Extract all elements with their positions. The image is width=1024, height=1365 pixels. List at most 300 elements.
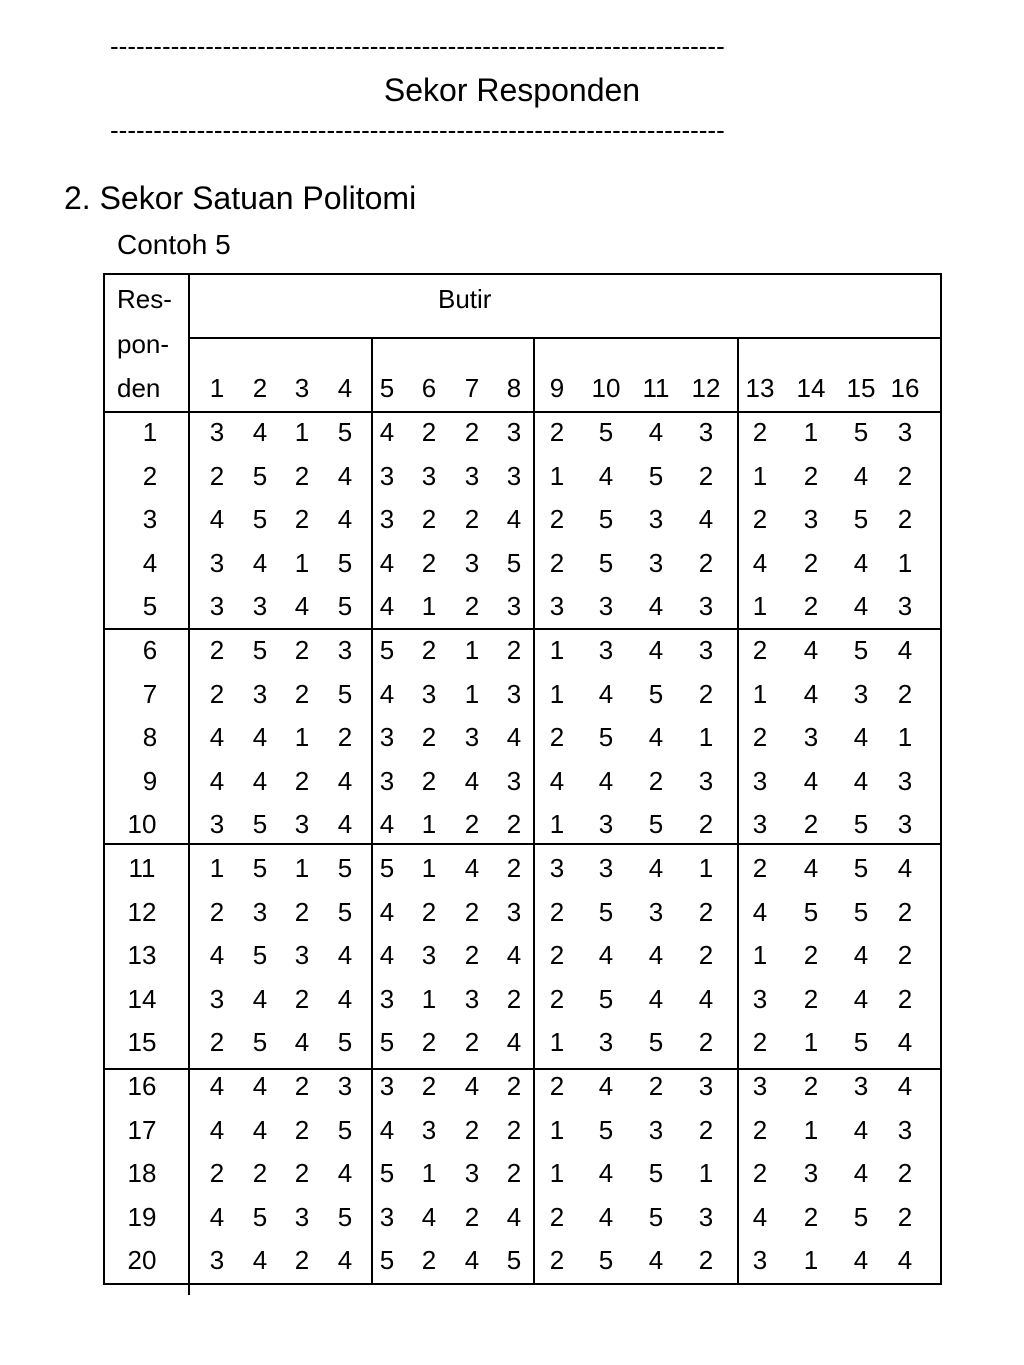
score-cell: 5 [853,635,869,665]
score-cell: 3 [698,591,714,622]
score-cell: 2 [698,460,714,491]
score-cell: 2 [464,1201,480,1232]
score-cell: 2 [421,417,437,447]
score-cell: 2 [549,940,565,971]
respondent-id: 5 [142,591,158,622]
score-cell: 2 [698,1027,714,1058]
score-cell: 2 [752,1114,768,1145]
score-cell: 4 [648,417,664,447]
score-cell: 4 [209,1114,225,1145]
score-cell: 2 [752,853,768,883]
score-cell: 3 [252,896,268,927]
column-header-12: 12 [691,373,721,403]
score-cell: 2 [549,547,565,578]
column-header-1: 1 [209,373,225,403]
score-cell: 5 [337,417,353,447]
score-cell: 1 [752,591,768,622]
score-cell: 3 [209,1245,225,1276]
score-cell: 5 [252,635,268,665]
score-cell: 2 [897,940,913,971]
score-cell: 3 [752,809,768,840]
score-cell: 1 [698,1158,714,1189]
score-cell: 5 [379,853,395,883]
score-cell: 4 [337,1158,353,1189]
score-cell: 3 [464,983,480,1014]
score-cell: 2 [464,1027,480,1058]
score-cell: 2 [549,896,565,927]
score-cell: 4 [252,547,268,578]
score-cell: 3 [379,460,395,491]
score-cell: 2 [549,1201,565,1232]
score-cell: 4 [752,547,768,578]
score-cell: 5 [337,853,353,883]
respondent-id: 3 [142,504,158,535]
score-cell: 4 [464,1071,480,1101]
top-dashed-rule: ----------------------------------------------------------------------- [110,34,725,58]
score-cell: 3 [506,765,522,796]
score-cell: 4 [337,460,353,491]
score-cell: 4 [598,1158,614,1189]
score-cell: 3 [379,1071,395,1101]
score-cell: 1 [464,678,480,709]
score-cell: 2 [897,504,913,535]
score-cell: 2 [698,809,714,840]
score-cell: 2 [506,1158,522,1189]
score-cell: 2 [294,1114,310,1145]
score-cell: 4 [853,722,869,753]
score-cell: 4 [853,940,869,971]
score-cell: 2 [803,460,819,491]
respondent-id: 6 [142,635,158,665]
score-cell: 5 [853,853,869,883]
score-cell: 4 [598,1201,614,1232]
respondent-id: 15 [127,1027,157,1058]
respondent-id: 11 [128,853,156,883]
score-cell: 1 [752,678,768,709]
score-cell: 4 [648,1245,664,1276]
score-cell: 3 [209,983,225,1014]
score-cell: 2 [549,1071,565,1101]
score-cell: 2 [698,1245,714,1276]
score-cell: 5 [598,504,614,535]
score-cell: 4 [549,765,565,796]
respondent-id: 20 [127,1245,157,1276]
score-cell: 3 [464,1158,480,1189]
score-cell: 5 [598,1114,614,1145]
score-cell: 4 [897,1071,913,1101]
score-cell: 4 [853,547,869,578]
score-cell: 3 [752,983,768,1014]
score-cell: 2 [464,896,480,927]
score-cell: 2 [421,635,437,665]
score-cell: 3 [897,417,913,447]
score-cell: 4 [252,1245,268,1276]
score-cell: 2 [464,504,480,535]
score-cell: 4 [598,940,614,971]
score-cell: 3 [897,591,913,622]
score-cell: 5 [598,1245,614,1276]
score-cell: 4 [379,591,395,622]
score-cell: 5 [337,547,353,578]
score-cell: 3 [294,809,310,840]
score-cell: 3 [803,504,819,535]
score-cell: 2 [698,1114,714,1145]
score-cell: 3 [853,1071,869,1101]
score-cell: 4 [294,1027,310,1058]
score-cell: 1 [803,1114,819,1145]
score-cell: 3 [379,722,395,753]
score-cell: 3 [379,765,395,796]
score-cell: 2 [506,809,522,840]
score-cell: 2 [421,504,437,535]
score-cell: 2 [421,1245,437,1276]
score-cell: 1 [897,722,913,753]
score-cell: 4 [209,504,225,535]
score-cell: 3 [752,765,768,796]
page-title: Sekor Responden [383,72,641,108]
score-cell: 4 [379,417,395,447]
score-cell: 1 [549,635,565,665]
score-cell: 1 [803,1027,819,1058]
score-cell: 4 [209,1071,225,1101]
respondent-column-divider [188,273,190,1295]
score-cell: 2 [464,591,480,622]
item-group-divider-1 [371,337,373,1285]
score-cell: 4 [379,940,395,971]
section-heading: 2. Sekor Satuan Politomi [64,180,417,216]
score-cell: 4 [464,765,480,796]
score-cell: 3 [897,765,913,796]
score-cell: 4 [337,983,353,1014]
score-cell: 2 [549,983,565,1014]
score-cell: 5 [648,1027,664,1058]
score-cell: 2 [209,1158,225,1189]
score-cell: 3 [598,853,614,883]
score-cell: 5 [853,1201,869,1232]
score-cell: 4 [853,1245,869,1276]
score-cell: 1 [294,417,310,447]
score-cell: 4 [252,765,268,796]
score-cell: 3 [598,635,614,665]
score-cell: 2 [803,1201,819,1232]
score-cell: 2 [506,1071,522,1101]
score-cell: 2 [421,765,437,796]
score-cell: 1 [549,1158,565,1189]
score-cell: 4 [853,460,869,491]
score-cell: 2 [209,678,225,709]
score-cell: 4 [337,940,353,971]
score-cell: 4 [648,591,664,622]
score-cell: 3 [506,678,522,709]
score-cell: 2 [549,722,565,753]
score-cell: 4 [853,983,869,1014]
score-cell: 3 [252,591,268,622]
score-cell: 4 [337,504,353,535]
score-cell: 5 [598,417,614,447]
score-cell: 3 [421,940,437,971]
score-cell: 3 [648,504,664,535]
score-cell: 2 [506,635,522,665]
score-cell: 1 [209,853,225,883]
score-cell: 5 [337,1201,353,1232]
respondent-id: 16 [127,1071,157,1101]
score-cell: 4 [897,853,913,883]
score-cell: 4 [803,635,819,665]
score-cell: 4 [698,983,714,1014]
score-cell: 2 [294,635,310,665]
score-cell: 5 [853,504,869,535]
score-cell: 3 [549,591,565,622]
score-cell: 3 [252,678,268,709]
score-cell: 5 [379,635,395,665]
score-cell: 2 [897,1201,913,1232]
score-cell: 3 [752,1245,768,1276]
column-header-2: 2 [252,373,268,403]
score-cell: 2 [897,460,913,491]
score-cell: 5 [379,1027,395,1058]
score-cell: 2 [209,1027,225,1058]
score-cell: 2 [752,504,768,535]
score-cell: 2 [294,765,310,796]
score-cell: 4 [648,853,664,883]
score-cell: 1 [294,722,310,753]
score-cell: 4 [379,896,395,927]
score-cell: 2 [464,1114,480,1145]
butir-header-divider [189,337,942,339]
score-cell: 2 [294,896,310,927]
score-cell: 2 [252,1158,268,1189]
score-cell: 4 [506,1027,522,1058]
score-cell: 5 [337,591,353,622]
score-cell: 5 [803,896,819,927]
column-header-9: 9 [549,373,565,403]
score-cell: 5 [853,417,869,447]
score-cell: 3 [698,1201,714,1232]
score-cell: 2 [803,1071,819,1101]
score-cell: 2 [421,1027,437,1058]
score-cell: 4 [421,1201,437,1232]
table-border-left [103,273,105,1285]
score-cell: 2 [464,417,480,447]
score-cell: 4 [337,765,353,796]
score-cell: 3 [379,504,395,535]
score-cell: 3 [464,722,480,753]
score-cell: 2 [294,504,310,535]
score-cell: 3 [648,1114,664,1145]
score-cell: 2 [803,940,819,971]
column-header-3: 3 [294,373,310,403]
score-cell: 2 [506,1114,522,1145]
score-cell: 5 [337,1027,353,1058]
table-border-top [103,273,942,275]
respondent-id: 2 [142,460,158,491]
score-cell: 2 [209,896,225,927]
row-group-divider-1 [103,628,942,630]
score-cell: 3 [648,896,664,927]
column-header-5: 5 [379,373,395,403]
score-cell: 2 [294,460,310,491]
score-cell: 2 [897,1158,913,1189]
respondent-id: 13 [127,940,157,971]
column-header-8: 8 [506,373,522,403]
score-cell: 3 [803,1158,819,1189]
score-cell: 3 [803,722,819,753]
column-header-14: 14 [796,373,826,403]
score-cell: 1 [549,1114,565,1145]
score-cell: 4 [209,1201,225,1232]
score-cell: 1 [698,853,714,883]
score-cell: 5 [337,678,353,709]
score-cell: 1 [421,591,437,622]
score-cell: 4 [252,417,268,447]
score-cell: 2 [506,853,522,883]
score-cell: 5 [853,1027,869,1058]
score-cell: 5 [648,678,664,709]
score-cell: 5 [252,809,268,840]
butir-header: Butir [438,284,492,314]
score-cell: 5 [598,983,614,1014]
score-cell: 1 [698,722,714,753]
respondent-id: 12 [127,896,157,927]
column-header-4: 4 [337,373,353,403]
score-cell: 4 [752,1201,768,1232]
score-cell: 3 [209,417,225,447]
score-cell: 2 [549,417,565,447]
score-cell: 1 [549,460,565,491]
score-cell: 4 [379,1114,395,1145]
score-cell: 3 [549,853,565,883]
score-cell: 2 [752,722,768,753]
score-cell: 2 [294,1245,310,1276]
score-cell: 2 [464,940,480,971]
score-cell: 2 [464,809,480,840]
score-cell: 1 [549,1027,565,1058]
column-header-11: 11 [642,373,670,403]
column-header-7: 7 [464,373,480,403]
score-cell: 3 [337,635,353,665]
respondent-id: 4 [142,547,158,578]
column-header-13: 13 [745,373,775,403]
score-cell: 1 [803,417,819,447]
score-cell: 3 [698,417,714,447]
score-cell: 2 [421,547,437,578]
table-border-right [940,273,942,1285]
score-cell: 1 [294,853,310,883]
respondent-header-line-1: Res- [117,284,172,314]
score-cell: 3 [379,1201,395,1232]
score-cell: 3 [421,460,437,491]
score-cell: 2 [648,765,664,796]
score-cell: 2 [294,1158,310,1189]
item-group-divider-3 [737,337,739,1285]
respondent-id: 10 [127,809,157,840]
score-cell: 5 [598,547,614,578]
score-cell: 2 [803,547,819,578]
score-cell: 3 [897,1114,913,1145]
score-cell: 4 [853,765,869,796]
score-cell: 5 [648,1201,664,1232]
respondent-id: 14 [127,983,157,1014]
score-cell: 1 [421,853,437,883]
score-cell: 3 [209,809,225,840]
score-cell: 4 [803,765,819,796]
score-cell: 3 [506,417,522,447]
header-body-divider [103,411,942,413]
row-group-divider-3 [103,1068,942,1070]
score-cell: 3 [752,1071,768,1101]
score-cell: 4 [803,678,819,709]
score-cell: 2 [294,983,310,1014]
score-cell: 2 [421,722,437,753]
score-cell: 3 [421,1114,437,1145]
example-label: Contoh 5 [117,229,231,260]
score-cell: 5 [853,896,869,927]
score-cell: 4 [252,983,268,1014]
score-cell: 4 [698,504,714,535]
score-cell: 2 [897,983,913,1014]
score-cell: 5 [252,940,268,971]
score-cell: 4 [506,940,522,971]
respondent-id: 8 [142,722,158,753]
score-cell: 3 [464,460,480,491]
score-cell: 3 [337,1071,353,1101]
score-cell: 4 [337,809,353,840]
score-cell: 1 [294,547,310,578]
score-cell: 2 [421,896,437,927]
score-cell: 2 [648,1071,664,1101]
score-cell: 2 [209,635,225,665]
score-cell: 4 [752,896,768,927]
respondent-id: 9 [142,765,158,796]
score-cell: 4 [598,678,614,709]
score-cell: 1 [897,547,913,578]
item-group-divider-2 [533,337,535,1285]
score-cell: 4 [379,678,395,709]
score-cell: 1 [549,809,565,840]
score-cell: 3 [897,809,913,840]
column-header-10: 10 [591,373,621,403]
score-cell: 4 [803,853,819,883]
score-cell: 3 [506,591,522,622]
score-cell: 2 [752,1158,768,1189]
respondent-id: 18 [127,1158,157,1189]
score-cell: 3 [598,1027,614,1058]
score-cell: 3 [698,635,714,665]
score-cell: 3 [209,547,225,578]
score-cell: 4 [252,1071,268,1101]
score-cell: 2 [337,722,353,753]
respondent-id: 7 [142,678,158,709]
score-cell: 5 [337,896,353,927]
score-cell: 2 [752,635,768,665]
score-cell: 5 [506,1245,522,1276]
score-cell: 2 [752,417,768,447]
score-cell: 2 [421,1071,437,1101]
score-cell: 4 [648,635,664,665]
respondent-id: 1 [142,417,158,447]
score-cell: 2 [803,983,819,1014]
score-cell: 4 [648,722,664,753]
score-cell: 4 [294,591,310,622]
score-cell: 5 [506,547,522,578]
score-cell: 2 [803,591,819,622]
score-cell: 4 [598,460,614,491]
score-cell: 2 [698,678,714,709]
score-cell: 4 [648,983,664,1014]
score-cell: 1 [464,635,480,665]
score-cell: 2 [698,940,714,971]
score-cell: 4 [897,1245,913,1276]
